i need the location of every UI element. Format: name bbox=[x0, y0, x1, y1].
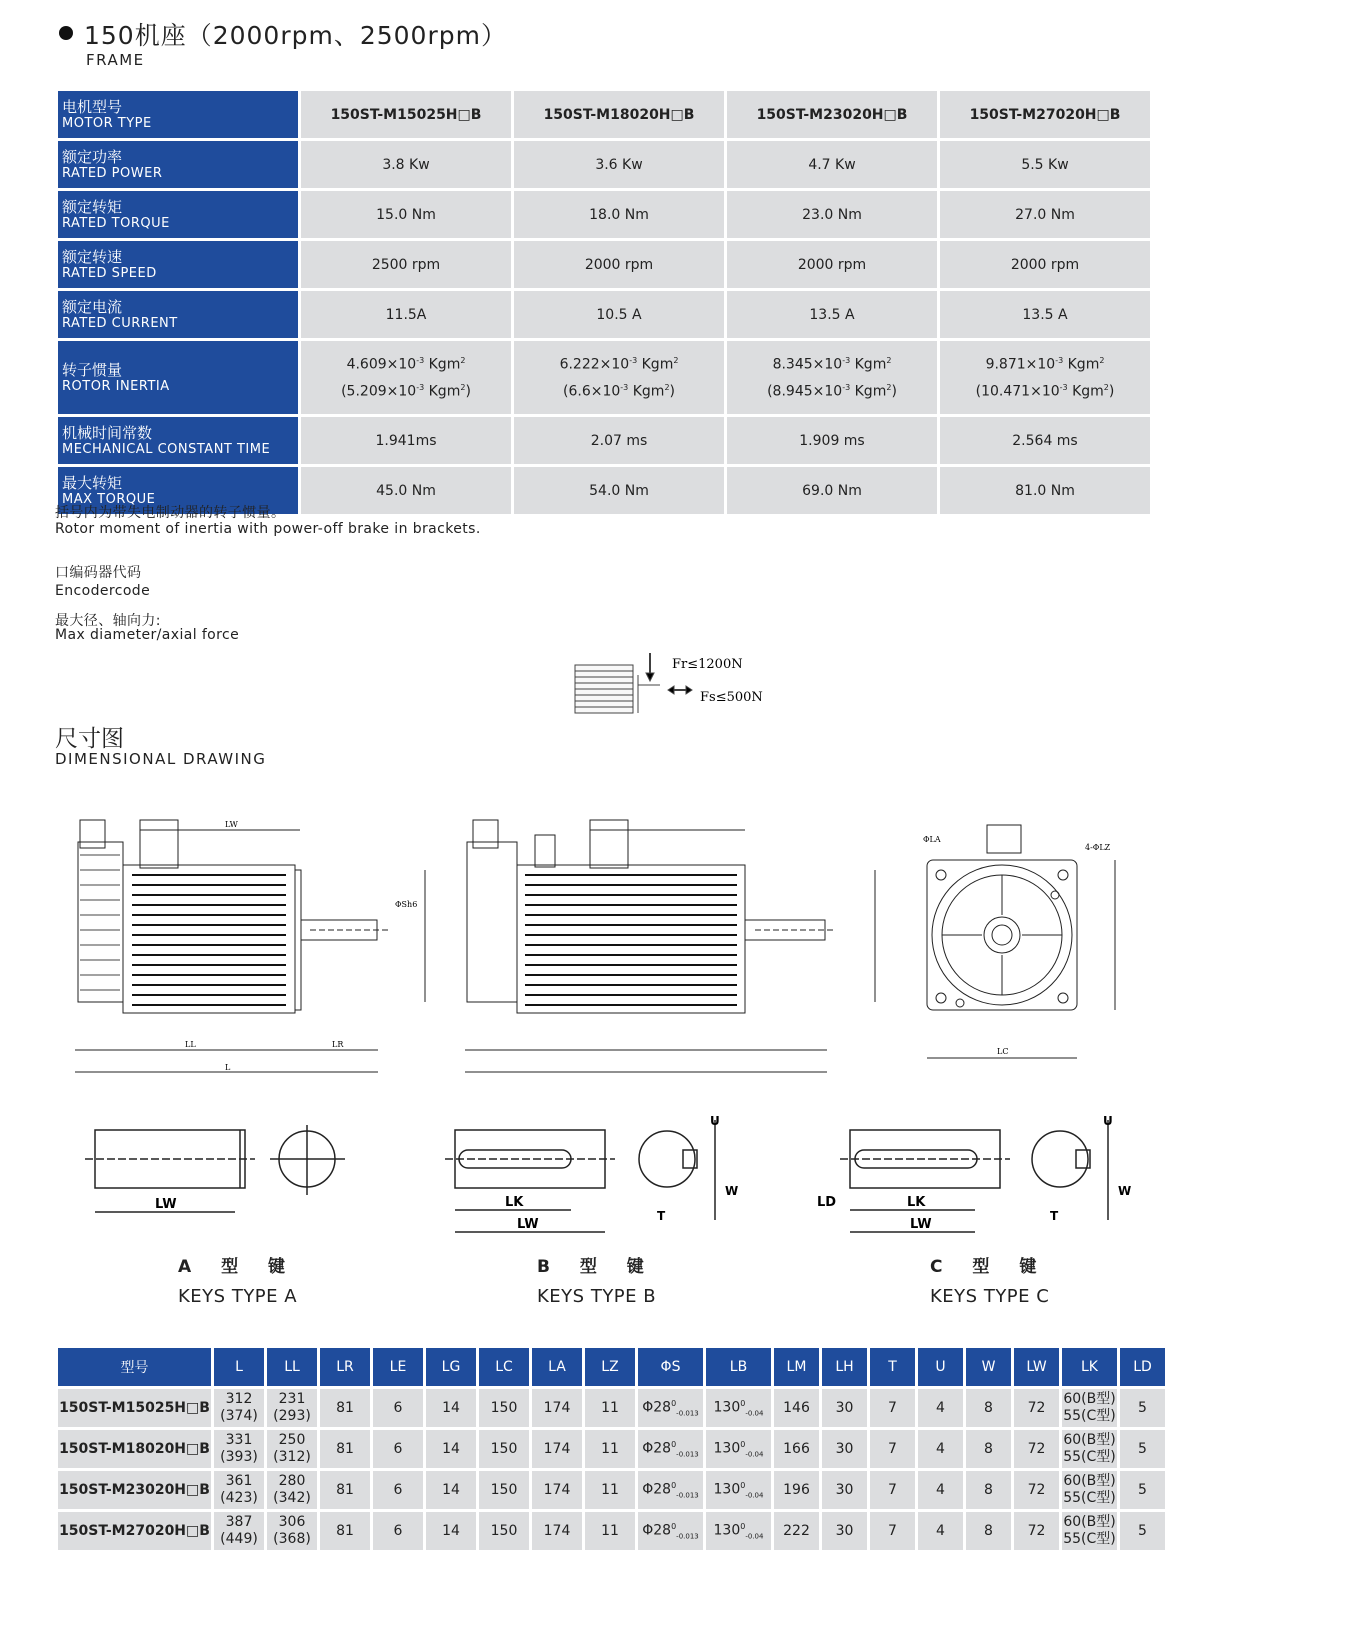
table-cell: $130^0_{-0.04}$ bbox=[706, 1512, 771, 1550]
ld-key-label: LD bbox=[817, 1195, 837, 1210]
section-title: 150机座（2000rpm、2500rpm） bbox=[84, 21, 507, 50]
row-header: 额定电流 RATED CURRENT bbox=[58, 291, 298, 338]
table-cell: 30 bbox=[822, 1389, 867, 1427]
table-cell: 60(B型) 55(C型) bbox=[1062, 1512, 1117, 1550]
row-header: 机械时间常数 MECHANICAL CONSTANT TIME bbox=[58, 417, 298, 464]
table-row bbox=[58, 417, 1150, 464]
lz-label: 4-ΦLZ bbox=[1085, 843, 1111, 852]
table-cell: 14 bbox=[426, 1471, 476, 1509]
col-header: LW bbox=[1014, 1348, 1059, 1386]
brake-note-en: Rotor moment of inertia with power-off brake in brackets. bbox=[55, 521, 481, 537]
table-cell: 312 (374) bbox=[214, 1389, 264, 1427]
table-cell: 150 bbox=[479, 1430, 529, 1468]
lk-key-label: LK bbox=[505, 1195, 524, 1210]
key-type-c-en: KEYS TYPE C bbox=[930, 1286, 1050, 1307]
table-row bbox=[58, 1471, 1165, 1509]
force-note-cn: 最大径、轴向力: bbox=[55, 613, 161, 629]
model-header: 150ST-M18020H□B bbox=[514, 91, 724, 138]
col-header: LG bbox=[426, 1348, 476, 1386]
table-row bbox=[58, 91, 1150, 138]
inertia-cell: $8.345\times 10^{-3}$ Kgm$^2$ ($8.945\times 10^{-3}$ Kgm$^2$) bbox=[727, 341, 937, 414]
table-cell: 4 bbox=[918, 1389, 963, 1427]
table-cell: 150 bbox=[479, 1389, 529, 1427]
table-cell: 14 bbox=[426, 1389, 476, 1427]
table-cell: 14 bbox=[426, 1512, 476, 1550]
table-cell: 10.5 A bbox=[514, 291, 724, 338]
force-diagram bbox=[560, 645, 790, 720]
table-cell: 81 bbox=[320, 1389, 370, 1427]
bullet-icon bbox=[59, 26, 73, 40]
table-cell: 361 (423) bbox=[214, 1471, 264, 1509]
col-header: U bbox=[918, 1348, 963, 1386]
lc-label: LC bbox=[997, 1047, 1009, 1056]
model-header: 150ST-M23020H□B bbox=[727, 91, 937, 138]
table-cell: 13.5 A bbox=[940, 291, 1150, 338]
table-cell: 30 bbox=[822, 1430, 867, 1468]
col-header: LZ bbox=[585, 1348, 635, 1386]
table-row bbox=[58, 191, 1150, 238]
table-cell: 150ST-M15025H□B bbox=[58, 1389, 211, 1427]
table-cell: 2500 rpm bbox=[301, 241, 511, 288]
table-cell: 3.8 Kw bbox=[301, 141, 511, 188]
table-cell: 81 bbox=[320, 1512, 370, 1550]
ll-label: LL bbox=[185, 1040, 196, 1049]
table-cell: 6 bbox=[373, 1512, 423, 1550]
table-cell: 45.0 Nm bbox=[301, 467, 511, 514]
table-cell: 280 (342) bbox=[267, 1471, 317, 1509]
t-label: T bbox=[1050, 1209, 1059, 1223]
table-cell: $130^0_{-0.04}$ bbox=[706, 1389, 771, 1427]
table-cell: 13.5 A bbox=[727, 291, 937, 338]
table-cell: 81.0 Nm bbox=[940, 467, 1150, 514]
table-cell: 11 bbox=[585, 1512, 635, 1550]
table-cell: 60(B型) 55(C型) bbox=[1062, 1471, 1117, 1509]
table-cell: 11 bbox=[585, 1430, 635, 1468]
table-cell: 8 bbox=[966, 1471, 1011, 1509]
drawing-subtitle: DIMENSIONAL DRAWING bbox=[55, 750, 267, 768]
table-cell: 196 bbox=[774, 1471, 819, 1509]
table-cell: 11 bbox=[585, 1389, 635, 1427]
col-header: LE bbox=[373, 1348, 423, 1386]
col-header: 型号 bbox=[58, 1348, 211, 1386]
key-type-b-en: KEYS TYPE B bbox=[537, 1286, 657, 1307]
key-type-c-drawing bbox=[815, 1110, 1135, 1240]
fr-label: Fr≤1200N bbox=[672, 657, 743, 672]
table-cell: 54.0 Nm bbox=[514, 467, 724, 514]
inertia-cell: $4.609\times 10^{-3}$ Kgm$^2$ ($5.209\times 10^{-3}$ Kgm$^2$) bbox=[301, 341, 511, 414]
col-header: ΦS bbox=[638, 1348, 703, 1386]
table-cell: 11.5A bbox=[301, 291, 511, 338]
w-label: W bbox=[725, 1184, 739, 1198]
col-header: L bbox=[214, 1348, 264, 1386]
motor-side-view bbox=[60, 810, 440, 1080]
table-cell: 72 bbox=[1014, 1389, 1059, 1427]
dimension-table bbox=[55, 1345, 1168, 1553]
row-header: 额定转矩 RATED TORQUE bbox=[58, 191, 298, 238]
motor-side-view-brake bbox=[455, 810, 885, 1080]
force-note-en: Max diameter/axial force bbox=[55, 627, 240, 643]
spec-table bbox=[55, 88, 1153, 517]
col-header: LM bbox=[774, 1348, 819, 1386]
key-type-a-en: KEYS TYPE A bbox=[178, 1286, 298, 1307]
lw-key-label: LW bbox=[517, 1217, 539, 1232]
table-cell: 60(B型) 55(C型) bbox=[1062, 1430, 1117, 1468]
row-header: 最大转矩 MAX TORQUE bbox=[58, 467, 298, 514]
table-cell: 2000 rpm bbox=[940, 241, 1150, 288]
table-cell: 222 bbox=[774, 1512, 819, 1550]
table-row bbox=[58, 241, 1150, 288]
lw-key-label: LW bbox=[155, 1197, 177, 1212]
table-cell: 231 (293) bbox=[267, 1389, 317, 1427]
table-cell: 5.5 Kw bbox=[940, 141, 1150, 188]
table-cell: 6 bbox=[373, 1471, 423, 1509]
table-cell: 306 (368) bbox=[267, 1512, 317, 1550]
table-cell: 5 bbox=[1120, 1430, 1165, 1468]
model-header: 150ST-M27020H□B bbox=[940, 91, 1150, 138]
col-header: W bbox=[966, 1348, 1011, 1386]
col-header: LD bbox=[1120, 1348, 1165, 1386]
table-cell: 11 bbox=[585, 1471, 635, 1509]
motor-front-view bbox=[915, 820, 1125, 1065]
lw-label: LW bbox=[225, 820, 238, 829]
key-type-b-cn: B 型 键 bbox=[537, 1257, 644, 1277]
table-cell: 387 (449) bbox=[214, 1512, 264, 1550]
table-header-row bbox=[58, 1348, 1165, 1386]
key-type-b-drawing bbox=[445, 1110, 745, 1240]
u-label: U bbox=[1103, 1114, 1113, 1128]
brake-note-cn: 括号内为带失电制动器的转子惯量。 bbox=[55, 505, 286, 521]
col-header: LH bbox=[822, 1348, 867, 1386]
table-cell: 27.0 Nm bbox=[940, 191, 1150, 238]
table-cell: $130^0_{-0.04}$ bbox=[706, 1430, 771, 1468]
table-row bbox=[58, 1430, 1165, 1468]
table-cell: 166 bbox=[774, 1430, 819, 1468]
lr-label: LR bbox=[332, 1040, 344, 1049]
table-cell: 2.07 ms bbox=[514, 417, 724, 464]
table-row bbox=[58, 341, 1150, 414]
table-cell: $\Phi 28^0_{-0.013}$ bbox=[638, 1512, 703, 1550]
table-cell: 72 bbox=[1014, 1471, 1059, 1509]
row-header: 转子惯量 ROTOR INERTIA bbox=[58, 341, 298, 414]
t-label: T bbox=[657, 1209, 666, 1223]
table-cell: 72 bbox=[1014, 1430, 1059, 1468]
table-cell: 7 bbox=[870, 1471, 915, 1509]
key-type-a-cn: A 型 键 bbox=[178, 1257, 285, 1277]
table-row bbox=[58, 141, 1150, 188]
table-cell: 7 bbox=[870, 1512, 915, 1550]
col-header: LR bbox=[320, 1348, 370, 1386]
table-cell: 7 bbox=[870, 1389, 915, 1427]
lw-key-label: LW bbox=[910, 1217, 932, 1232]
table-cell: 174 bbox=[532, 1430, 582, 1468]
table-row bbox=[58, 291, 1150, 338]
l-label: L bbox=[225, 1063, 231, 1072]
table-cell: 1.909 ms bbox=[727, 417, 937, 464]
table-row bbox=[58, 1389, 1165, 1427]
row-header: 额定转速 RATED SPEED bbox=[58, 241, 298, 288]
model-header: 150ST-M15025H□B bbox=[301, 91, 511, 138]
table-cell: 2.564 ms bbox=[940, 417, 1150, 464]
table-cell: 4 bbox=[918, 1430, 963, 1468]
table-cell: 4 bbox=[918, 1512, 963, 1550]
table-cell: 5 bbox=[1120, 1512, 1165, 1550]
table-cell: 150 bbox=[479, 1512, 529, 1550]
table-cell: 150ST-M23020H□B bbox=[58, 1471, 211, 1509]
encoder-note-en: Encodercode bbox=[55, 583, 151, 599]
table-cell: 7 bbox=[870, 1430, 915, 1468]
table-cell: 6 bbox=[373, 1389, 423, 1427]
table-cell: $\Phi 28^0_{-0.013}$ bbox=[638, 1430, 703, 1468]
w-label: W bbox=[1118, 1184, 1132, 1198]
table-cell: 174 bbox=[532, 1512, 582, 1550]
table-cell: $\Phi 28^0_{-0.013}$ bbox=[638, 1471, 703, 1509]
table-cell: 150ST-M18020H□B bbox=[58, 1430, 211, 1468]
col-header: LL bbox=[267, 1348, 317, 1386]
table-cell: 8 bbox=[966, 1512, 1011, 1550]
u-label: U bbox=[710, 1114, 720, 1128]
col-header: T bbox=[870, 1348, 915, 1386]
col-header: LC bbox=[479, 1348, 529, 1386]
inertia-cell: $6.222\times 10^{-3}$ Kgm$^2$ ($6.6\times 10^{-3}$ Kgm$^2$) bbox=[514, 341, 724, 414]
col-header: LB bbox=[706, 1348, 771, 1386]
row-header: 电机型号 MOTOR TYPE bbox=[58, 91, 298, 138]
table-cell: $130^0_{-0.04}$ bbox=[706, 1471, 771, 1509]
table-cell: 2000 rpm bbox=[514, 241, 724, 288]
table-cell: 4 bbox=[918, 1471, 963, 1509]
table-cell: 6 bbox=[373, 1430, 423, 1468]
section-subtitle: FRAME bbox=[86, 51, 145, 69]
table-cell: 60(B型) 55(C型) bbox=[1062, 1389, 1117, 1427]
table-cell: 30 bbox=[822, 1471, 867, 1509]
table-cell: 5 bbox=[1120, 1471, 1165, 1509]
la-label: ΦLA bbox=[923, 835, 941, 844]
table-cell: 69.0 Nm bbox=[727, 467, 937, 514]
table-cell: 15.0 Nm bbox=[301, 191, 511, 238]
table-cell: 250 (312) bbox=[267, 1430, 317, 1468]
row-header: 额定功率 RATED POWER bbox=[58, 141, 298, 188]
table-cell: 8 bbox=[966, 1389, 1011, 1427]
table-cell: 150 bbox=[479, 1471, 529, 1509]
table-row bbox=[58, 1512, 1165, 1550]
drawing-title: 尺寸图 bbox=[55, 726, 124, 752]
table-cell: 146 bbox=[774, 1389, 819, 1427]
table-cell: 30 bbox=[822, 1512, 867, 1550]
table-cell: 81 bbox=[320, 1471, 370, 1509]
key-type-a-drawing bbox=[85, 1120, 355, 1225]
table-cell: 2000 rpm bbox=[727, 241, 937, 288]
table-cell: 3.6 Kw bbox=[514, 141, 724, 188]
encoder-note-cn: 口编码器代码 bbox=[55, 565, 142, 581]
inertia-cell: $9.871\times 10^{-3}$ Kgm$^2$ ($10.471\times 10^{-3}$ Kgm$^2$) bbox=[940, 341, 1150, 414]
sh-label: ΦSh6 bbox=[395, 900, 418, 909]
table-cell: 81 bbox=[320, 1430, 370, 1468]
key-type-c-cn: C 型 键 bbox=[930, 1257, 1037, 1277]
table-cell: 331 (393) bbox=[214, 1430, 264, 1468]
table-cell: 5 bbox=[1120, 1389, 1165, 1427]
table-cell: 4.7 Kw bbox=[727, 141, 937, 188]
table-cell: 1.941ms bbox=[301, 417, 511, 464]
table-cell: 150ST-M27020H□B bbox=[58, 1512, 211, 1550]
table-cell: 14 bbox=[426, 1430, 476, 1468]
table-cell: 174 bbox=[532, 1471, 582, 1509]
table-cell: 23.0 Nm bbox=[727, 191, 937, 238]
table-cell: 174 bbox=[532, 1389, 582, 1427]
table-cell: 18.0 Nm bbox=[514, 191, 724, 238]
table-cell: 72 bbox=[1014, 1512, 1059, 1550]
col-header: LA bbox=[532, 1348, 582, 1386]
table-cell: 8 bbox=[966, 1430, 1011, 1468]
table-cell: $\Phi 28^0_{-0.013}$ bbox=[638, 1389, 703, 1427]
lk-key-label: LK bbox=[907, 1195, 926, 1210]
col-header: LK bbox=[1062, 1348, 1117, 1386]
fs-label: Fs≤500N bbox=[700, 690, 763, 705]
